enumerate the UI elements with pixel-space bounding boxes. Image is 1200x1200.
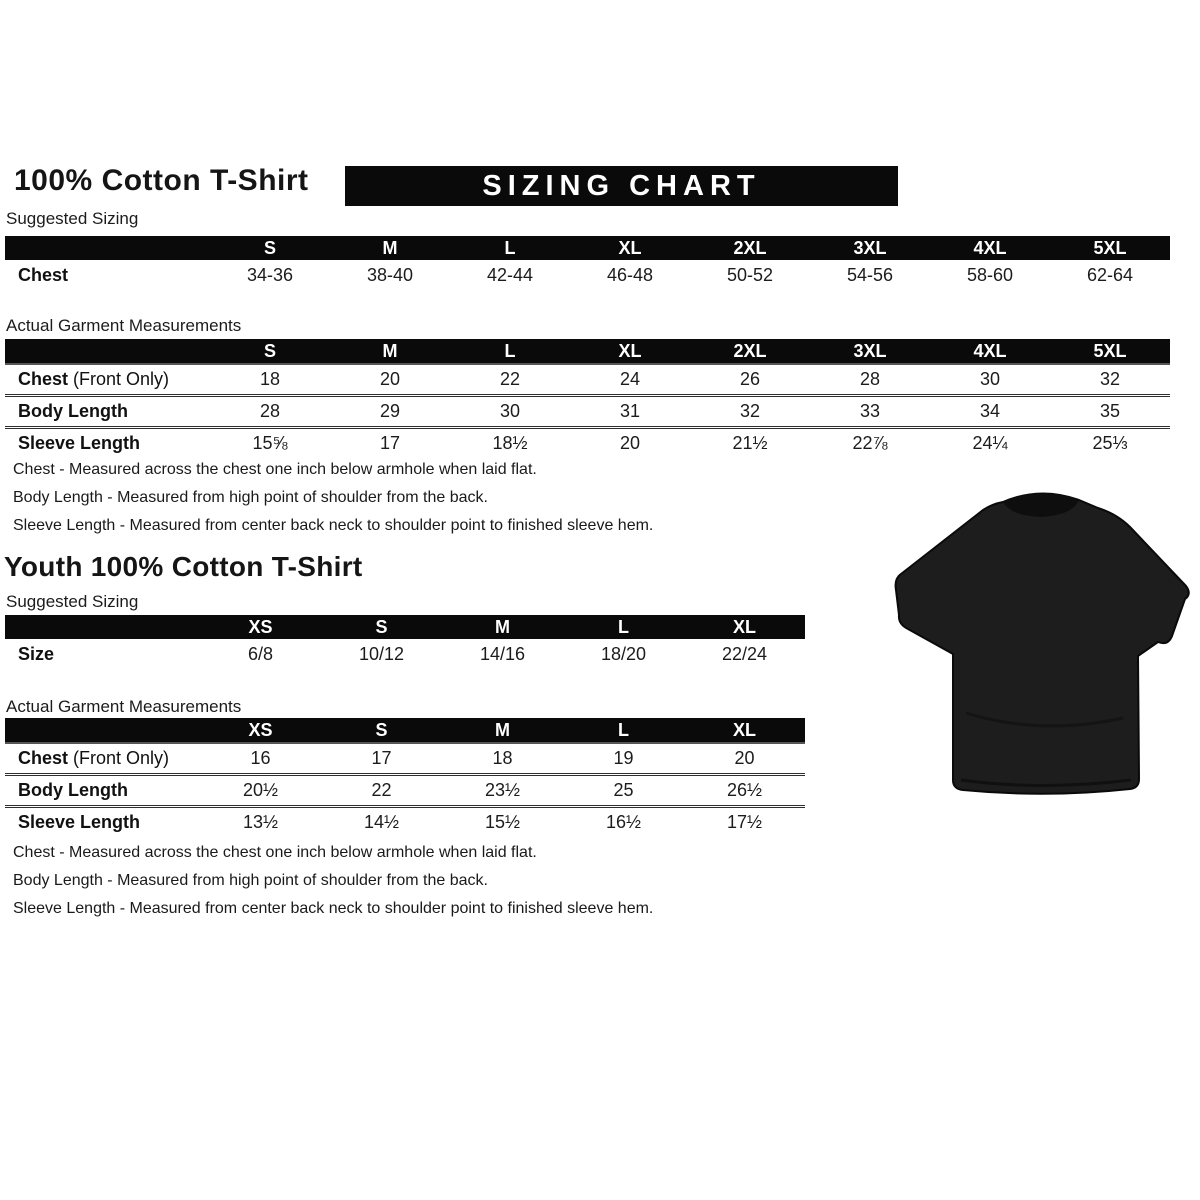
column-header: L [450, 339, 570, 364]
tshirt-body-shape [896, 493, 1189, 793]
column-header: XL [684, 615, 805, 639]
size-value-cell: 34-36 [246, 265, 294, 285]
size-value-cell: 14/16 [479, 644, 526, 664]
table-row [5, 639, 805, 670]
table-row [5, 743, 805, 775]
measure-cell: 22 [450, 364, 570, 396]
row-label-suffix: (Front Only) [73, 369, 170, 389]
measure-cell: 23½ [442, 775, 563, 807]
column-header: M [330, 339, 450, 364]
measure-cell: 20 [330, 364, 450, 396]
measure-cell: 16½ [563, 807, 684, 838]
measure-cell: 14½ [321, 807, 442, 838]
size-value-cell: 18/20 [600, 644, 647, 664]
size-value-cell: 42-44 [486, 265, 534, 285]
column-header: M [442, 615, 563, 639]
size-value-cell: 6/8 [247, 644, 274, 664]
size-value-cell: 50-52 [726, 265, 774, 285]
row-label-chest-front-only [5, 743, 200, 775]
measure-cell: 32 [1050, 364, 1170, 396]
sizing-chart-banner-label: SIZING CHART [482, 169, 761, 202]
column-header: XS [200, 718, 321, 743]
measure-cell: 28 [810, 364, 930, 396]
table-row [5, 364, 1170, 396]
column-header: 5XL [1050, 339, 1170, 364]
corner-cell [5, 718, 200, 743]
column-header: S [321, 718, 442, 743]
table-row [5, 428, 1170, 459]
adult-suggested-sizing-label: Suggested Sizing [6, 209, 139, 228]
column-header: 2XL [690, 236, 810, 260]
column-header: XL [684, 718, 805, 743]
measure-cell: 15⅝ [210, 428, 330, 459]
measure-cell: 24 [570, 364, 690, 396]
table-row [5, 396, 1170, 428]
column-header: S [321, 615, 442, 639]
column-header: 3XL [810, 236, 930, 260]
row-label-chest: Chest [18, 265, 69, 285]
black-tshirt-image [891, 488, 1197, 804]
table-header-row [5, 236, 1170, 260]
row-label-text: Chest [18, 369, 69, 389]
size-value-cell: 38-40 [366, 265, 414, 285]
table-row [5, 807, 805, 838]
measure-cell: 13½ [200, 807, 321, 838]
column-header: S [210, 236, 330, 260]
page-title: 100% Cotton T-Shirt [14, 164, 309, 197]
corner-cell [5, 339, 210, 364]
measure-cell: 22⅞ [810, 428, 930, 459]
row-label-body-length: Body Length [5, 396, 210, 428]
measure-cell: 26 [690, 364, 810, 396]
measure-cell: 32 [690, 396, 810, 428]
column-header: M [330, 236, 450, 260]
measure-cell: 15½ [442, 807, 563, 838]
corner-cell [5, 615, 200, 639]
adult-suggested-sizing-table [5, 236, 1170, 291]
row-label-sleeve-length: Sleeve Length [5, 428, 210, 459]
youth-section-title: Youth 100% Cotton T-Shirt [4, 551, 363, 582]
size-value-cell: 46-48 [606, 265, 654, 285]
measure-cell: 19 [563, 743, 684, 775]
column-header: L [563, 615, 684, 639]
column-header: XL [570, 236, 690, 260]
row-label-chest-front-only [5, 364, 210, 396]
measure-cell: 21½ [690, 428, 810, 459]
youth-suggested-sizing-table [5, 615, 805, 670]
row-label-suffix: (Front Only) [73, 748, 170, 768]
note-body-length: Body Length - Measured from high point of shoulder from the back. [13, 872, 488, 889]
measure-cell: 18 [442, 743, 563, 775]
table-row [5, 260, 1170, 291]
measure-cell: 25 [563, 775, 684, 807]
column-header: 2XL [690, 339, 810, 364]
size-value-cell: 22/24 [721, 644, 768, 664]
column-header: 4XL [930, 339, 1050, 364]
measure-cell: 20 [684, 743, 805, 775]
note-chest: Chest - Measured across the chest one inch below armhole when laid flat. [13, 844, 537, 861]
measure-cell: 30 [450, 396, 570, 428]
column-header: S [210, 339, 330, 364]
note-sleeve-length: Sleeve Length - Measured from center back neck to shoulder point to finished sleeve hem. [13, 517, 654, 534]
measure-cell: 30 [930, 364, 1050, 396]
measure-cell: 34 [930, 396, 1050, 428]
table-header-row [5, 615, 805, 639]
corner-cell [5, 236, 210, 260]
measure-cell: 16 [200, 743, 321, 775]
note-chest: Chest - Measured across the chest one inch below armhole when laid flat. [13, 461, 537, 478]
column-header: M [442, 718, 563, 743]
measure-cell: 17 [330, 428, 450, 459]
table-header-row [5, 339, 1170, 364]
youth-suggested-sizing-label: Suggested Sizing [6, 592, 139, 611]
measure-cell: 20½ [200, 775, 321, 807]
measure-cell: 28 [210, 396, 330, 428]
note-sleeve-length: Sleeve Length - Measured from center back neck to shoulder point to finished sleeve hem. [13, 900, 654, 917]
measure-cell: 33 [810, 396, 930, 428]
measure-cell: 18 [210, 364, 330, 396]
column-header: XL [570, 339, 690, 364]
row-label-text: Chest [18, 748, 69, 768]
adult-actual-measurements-label: Actual Garment Measurements [6, 316, 242, 335]
measure-cell: 29 [330, 396, 450, 428]
measure-cell: 20 [570, 428, 690, 459]
column-header: XS [200, 615, 321, 639]
column-header: 5XL [1050, 236, 1170, 260]
size-value-cell: 54-56 [846, 265, 894, 285]
measure-cell: 31 [570, 396, 690, 428]
column-header: 4XL [930, 236, 1050, 260]
youth-actual-measurements-label: Actual Garment Measurements [6, 697, 242, 716]
column-header: 3XL [810, 339, 930, 364]
column-header: L [563, 718, 684, 743]
row-label-sleeve-length: Sleeve Length [5, 807, 200, 838]
size-value-cell: 62-64 [1086, 265, 1134, 285]
adult-measurement-notes [13, 456, 653, 540]
youth-actual-measurements-table [5, 718, 805, 837]
column-header: L [450, 236, 570, 260]
measure-cell: 18½ [450, 428, 570, 459]
table-header-row [5, 718, 805, 743]
measure-cell: 26½ [684, 775, 805, 807]
youth-measurement-notes [13, 839, 653, 923]
size-value-cell: 58-60 [966, 265, 1014, 285]
measure-cell: 25⅓ [1050, 428, 1170, 459]
row-label-body-length: Body Length [5, 775, 200, 807]
measure-cell: 17 [321, 743, 442, 775]
table-row [5, 775, 805, 807]
measure-cell: 24¼ [930, 428, 1050, 459]
sizing-chart-banner [345, 166, 898, 206]
row-label-size: Size [18, 644, 55, 664]
adult-actual-measurements-table [5, 339, 1170, 458]
note-body-length: Body Length - Measured from high point of shoulder from the back. [13, 489, 488, 506]
size-value-cell: 10/12 [358, 644, 405, 664]
measure-cell: 22 [321, 775, 442, 807]
measure-cell: 17½ [684, 807, 805, 838]
measure-cell: 35 [1050, 396, 1170, 428]
